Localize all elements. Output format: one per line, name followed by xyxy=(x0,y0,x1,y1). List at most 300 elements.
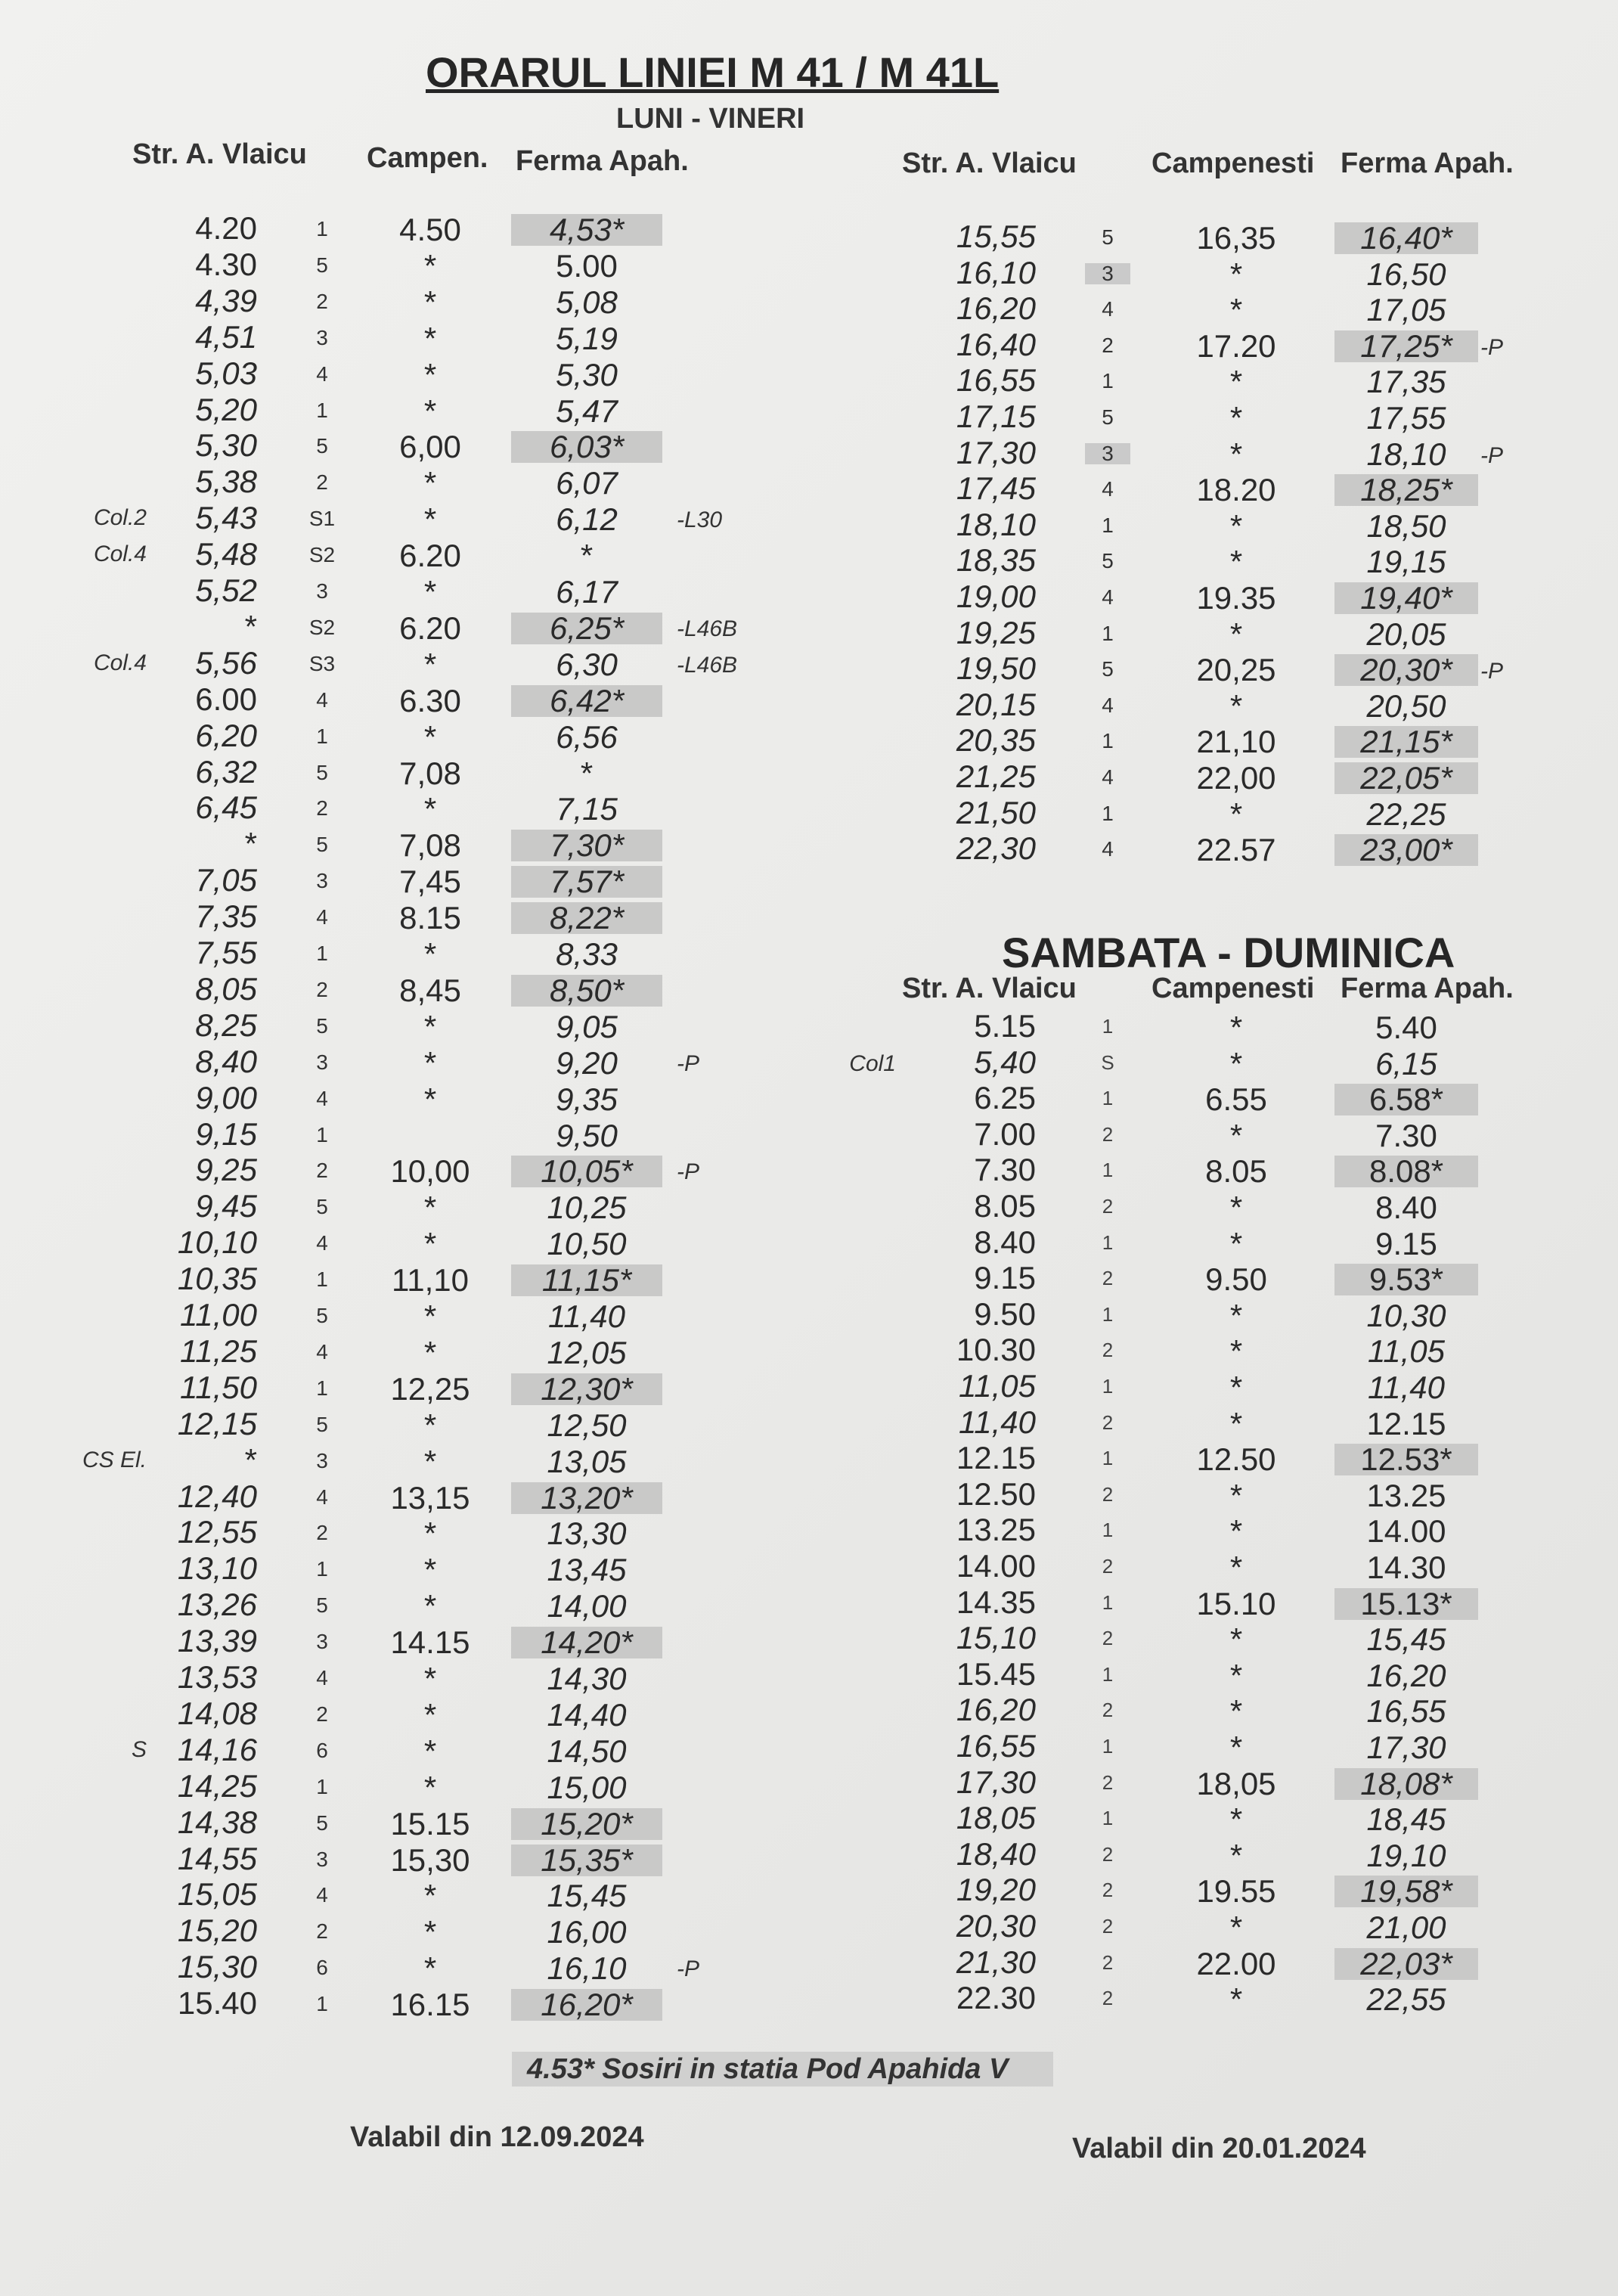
header-end-right: Ferma Apah. xyxy=(1341,147,1514,179)
route-note: -P xyxy=(677,1159,699,1184)
arrival-time: 17,05 xyxy=(1366,292,1446,327)
departure-time: 16,55 xyxy=(956,362,1036,398)
arrival-time: 14.00 xyxy=(1366,1513,1446,1549)
arrival-time: 7,57* xyxy=(511,866,662,898)
departure-time: 20,30 xyxy=(956,1908,1036,1944)
bus-number: 1 xyxy=(1102,1447,1114,1469)
intermediate-time: * xyxy=(1229,1981,1243,2017)
arrival-time: 19,58* xyxy=(1334,1876,1478,1907)
bus-number: 5 xyxy=(316,1593,328,1617)
header-mid-right: Campenesti xyxy=(1152,147,1315,179)
bus-number: 2 xyxy=(1102,1915,1114,1938)
weekend-header-end: Ferma Apah. xyxy=(1341,973,1514,1004)
bus-number: 5 xyxy=(1102,405,1114,429)
bus-number: 5 xyxy=(1102,657,1114,681)
intermediate-time: 16.15 xyxy=(390,1987,470,2022)
bus-number: 4 xyxy=(1102,693,1114,717)
arrival-time: 22,25 xyxy=(1366,796,1446,832)
arrival-time: 8,22* xyxy=(511,902,662,934)
intermediate-time: * xyxy=(1229,1621,1243,1657)
intermediate-time: * xyxy=(423,284,437,320)
arrival-time: 16,20 xyxy=(1366,1658,1446,1693)
departure-time: 5.15 xyxy=(974,1008,1036,1044)
intermediate-time: * xyxy=(423,1009,437,1044)
valid-from-right: Valabil din 20.01.2024 xyxy=(1072,2133,1366,2164)
arrival-time: 16,50 xyxy=(1366,256,1446,292)
intermediate-time: * xyxy=(423,1661,437,1696)
arrival-time: 18,45 xyxy=(1366,1801,1446,1837)
intermediate-time: * xyxy=(1229,436,1243,472)
bus-number: 5 xyxy=(316,1014,328,1038)
arrival-time: 6,30 xyxy=(556,647,618,682)
bus-number: 2 xyxy=(1102,1843,1114,1866)
departure-time: 13,26 xyxy=(177,1587,257,1622)
departure-time: 18,40 xyxy=(956,1836,1036,1872)
intermediate-time: 11,10 xyxy=(392,1262,469,1298)
departure-time: 4,39 xyxy=(195,283,257,318)
intermediate-time: * xyxy=(423,647,437,682)
intermediate-time: 21,10 xyxy=(1196,724,1276,759)
bus-number: 4 xyxy=(316,688,328,712)
bus-number: 1 xyxy=(1102,729,1114,752)
bus-number: 1 xyxy=(316,942,328,965)
bus-number: 1 xyxy=(1102,1303,1114,1326)
intermediate-time: 15.10 xyxy=(1196,1586,1276,1621)
departure-time: 5,38 xyxy=(195,464,257,499)
intermediate-time: * xyxy=(1229,544,1243,579)
intermediate-time: * xyxy=(423,1914,437,1950)
bus-number: 1 xyxy=(1102,1807,1114,1829)
departure-time: 21,25 xyxy=(956,759,1036,794)
intermediate-time: 16,35 xyxy=(1196,220,1276,256)
bus-number: 5 xyxy=(316,434,328,458)
departure-time: 11,05 xyxy=(959,1368,1036,1404)
bus-number: 5 xyxy=(316,1195,328,1218)
departure-time: 7,05 xyxy=(195,862,257,898)
bus-number: 2 xyxy=(1102,1123,1114,1146)
arrival-time: 9,35 xyxy=(556,1081,618,1117)
departure-time: 21,50 xyxy=(956,795,1036,830)
intermediate-time: * xyxy=(1229,1010,1243,1045)
arrival-time: 6,17 xyxy=(556,574,618,610)
arrival-time: 8.08* xyxy=(1334,1156,1478,1187)
arrival-time: 14,40 xyxy=(547,1697,627,1733)
bus-number: 1 xyxy=(316,217,328,240)
route-note: -P xyxy=(677,1956,699,1981)
bus-number: 5 xyxy=(316,761,328,784)
arrival-time: 9.15 xyxy=(1375,1226,1437,1261)
intermediate-time: 22.00 xyxy=(1196,1946,1276,1981)
arrival-time: 12,30* xyxy=(511,1373,662,1405)
arrival-time: 16,40* xyxy=(1334,222,1478,254)
departure-time: 12.15 xyxy=(956,1440,1036,1475)
bus-number: S3 xyxy=(308,652,336,675)
arrival-time: 5,47 xyxy=(556,393,618,429)
bus-number: 1 xyxy=(1102,622,1114,645)
bus-number: 5 xyxy=(316,253,328,277)
arrival-time: 7,30* xyxy=(511,830,662,861)
arrival-time: 6,07 xyxy=(556,465,618,501)
row-prefix-note: Col1 xyxy=(849,1051,896,1076)
bus-number: 5 xyxy=(1102,225,1114,249)
bus-number: 1 xyxy=(316,1992,328,2015)
bus-number: 3 xyxy=(316,579,328,603)
intermediate-time: * xyxy=(1229,508,1243,544)
header-end-left: Ferma Apah. xyxy=(516,145,689,177)
bus-number: 3 xyxy=(316,1848,328,1871)
intermediate-time: * xyxy=(1229,1226,1243,1261)
departure-time: 5,56 xyxy=(195,645,257,681)
intermediate-time: * xyxy=(1229,292,1243,327)
intermediate-time: * xyxy=(1229,256,1243,292)
arrival-time: 20,05 xyxy=(1366,616,1446,652)
intermediate-time: 22,00 xyxy=(1196,760,1276,796)
arrival-time: 14,20* xyxy=(511,1627,662,1658)
departure-time: 14,25 xyxy=(177,1768,257,1804)
intermediate-time: 15.15 xyxy=(390,1806,470,1841)
arrival-time: 11,40 xyxy=(1368,1370,1445,1405)
bus-number: 2 xyxy=(316,290,328,313)
intermediate-time: * xyxy=(423,465,437,501)
arrival-time: 13,20* xyxy=(511,1482,662,1514)
departure-time: 6,32 xyxy=(195,754,257,790)
intermediate-time: * xyxy=(423,1878,437,1913)
intermediate-time: 4.50 xyxy=(399,212,461,247)
departure-time: 9,00 xyxy=(195,1080,257,1115)
bus-number: 4 xyxy=(1102,297,1114,321)
bus-number: 1 xyxy=(1102,1591,1114,1614)
bus-number: 2 xyxy=(1102,1879,1114,1901)
intermediate-time: 6.30 xyxy=(399,683,461,718)
bus-number: 5 xyxy=(316,1811,328,1835)
departure-time: 17,30 xyxy=(956,1764,1036,1800)
bus-number: 1 xyxy=(1102,1087,1114,1109)
intermediate-time: * xyxy=(423,1444,437,1479)
arrival-time: 8,50* xyxy=(511,975,662,1007)
bus-number: 2 xyxy=(1102,1951,1114,1974)
intermediate-time: * xyxy=(423,1552,437,1587)
bus-number: 1 xyxy=(316,1123,328,1146)
header-start-left: Str. A. Vlaicu xyxy=(132,138,307,170)
arrival-time: 12.53* xyxy=(1334,1444,1478,1475)
departure-time: 7,35 xyxy=(195,898,257,934)
intermediate-time: 6.20 xyxy=(399,610,461,646)
row-prefix-note: Col.4 xyxy=(93,541,147,566)
bus-number: 1 xyxy=(1102,1519,1114,1541)
departure-time: 14,16 xyxy=(177,1732,257,1767)
arrival-time: 5,08 xyxy=(556,284,618,320)
weekend-header-start: Str. A. Vlaicu xyxy=(902,973,1077,1004)
arrival-time: 10,05* xyxy=(511,1156,662,1187)
departure-time: 8,25 xyxy=(195,1007,257,1043)
bus-number: 2 xyxy=(1102,1699,1114,1721)
departure-time: 12,55 xyxy=(177,1514,257,1550)
departure-time: 6,45 xyxy=(195,790,257,825)
intermediate-time: 14.15 xyxy=(390,1624,470,1660)
bus-number: 4 xyxy=(1102,585,1114,609)
intermediate-time: * xyxy=(1229,1118,1243,1153)
arrival-time: 12,05 xyxy=(547,1335,627,1370)
intermediate-time: * xyxy=(1229,1838,1243,1873)
departure-time: 16,20 xyxy=(956,290,1036,326)
departure-time: 14,38 xyxy=(177,1804,257,1840)
bus-number: 4 xyxy=(316,1883,328,1907)
bus-number: 3 xyxy=(1085,443,1130,464)
intermediate-time: * xyxy=(1229,688,1243,724)
departure-time: 19,00 xyxy=(956,579,1036,614)
departure-time: 17,30 xyxy=(956,435,1036,470)
route-note: -L46B xyxy=(677,616,738,641)
arrival-time: 22,05* xyxy=(1334,762,1478,794)
arrival-time: 12.15 xyxy=(1366,1406,1446,1441)
bus-number: 3 xyxy=(316,869,328,892)
intermediate-time: 15,30 xyxy=(390,1842,470,1878)
departure-time: 4.20 xyxy=(195,210,257,246)
arrival-time: 6,56 xyxy=(556,719,618,755)
weekend-label: SAMBATA - DUMINICA xyxy=(1002,929,1455,976)
departure-time: 11,40 xyxy=(959,1404,1036,1440)
departure-time: 19,50 xyxy=(956,650,1036,686)
intermediate-time: * xyxy=(423,1298,437,1334)
arrival-time: 19,40* xyxy=(1334,582,1478,614)
departure-time: 18,10 xyxy=(956,507,1036,542)
departure-time: 12.50 xyxy=(956,1476,1036,1512)
bus-number: S1 xyxy=(308,507,336,530)
intermediate-time: 9.50 xyxy=(1205,1261,1267,1297)
bus-number: 4 xyxy=(316,1485,328,1509)
departure-time: 5,20 xyxy=(195,392,257,427)
intermediate-time: * xyxy=(1229,364,1243,399)
arrival-time: 6,12 xyxy=(556,501,618,537)
bus-number: 2 xyxy=(1102,1771,1114,1794)
bus-number: 2 xyxy=(316,1702,328,1726)
departure-time: * xyxy=(244,826,257,861)
departure-time: 11,00 xyxy=(180,1297,257,1333)
intermediate-time: 8.15 xyxy=(399,900,461,935)
departure-time: 8.40 xyxy=(974,1224,1036,1260)
bus-number: S2 xyxy=(308,616,336,639)
arrival-time: 18,25* xyxy=(1334,474,1478,506)
bus-number: 3 xyxy=(316,326,328,349)
departure-time: 15,10 xyxy=(956,1620,1036,1655)
intermediate-time: * xyxy=(1229,616,1243,652)
intermediate-time: * xyxy=(1229,1046,1243,1081)
weekday-label: LUNI - VINERI xyxy=(616,103,805,135)
bus-number: 2 xyxy=(1102,1627,1114,1649)
arrival-time: 20,50 xyxy=(1366,688,1446,724)
departure-time: 16,10 xyxy=(956,255,1036,290)
arrival-time: 19,10 xyxy=(1366,1838,1446,1873)
bus-number: 1 xyxy=(316,724,328,748)
arrival-time: 13.25 xyxy=(1366,1478,1446,1513)
arrival-time: 18,50 xyxy=(1366,508,1446,544)
arrival-time: 8,33 xyxy=(556,936,618,972)
footnote: 4.53* Sosiri in statia Pod Apahida V xyxy=(512,2052,1053,2087)
row-prefix-note: Col.2 xyxy=(93,505,147,530)
bus-number: 4 xyxy=(1102,765,1114,789)
bus-number: 2 xyxy=(316,1919,328,1943)
intermediate-time: 7,08 xyxy=(399,827,461,863)
arrival-time: 14,00 xyxy=(547,1588,627,1624)
departure-time: 16,40 xyxy=(956,327,1036,362)
arrival-time: 5,30 xyxy=(556,357,618,392)
departure-time: 8,40 xyxy=(195,1044,257,1079)
bus-number: 1 xyxy=(316,1557,328,1581)
intermediate-time: * xyxy=(423,1588,437,1624)
arrival-time: 16,20* xyxy=(511,1989,662,2021)
departure-time: * xyxy=(244,1442,257,1478)
bus-number: 1 xyxy=(1102,1159,1114,1181)
bus-number: 2 xyxy=(1102,1483,1114,1506)
arrival-time: 21,15* xyxy=(1334,726,1478,758)
departure-time: 6,20 xyxy=(195,718,257,753)
intermediate-time: * xyxy=(423,248,437,284)
arrival-time: 15,00 xyxy=(547,1770,627,1805)
bus-number: 2 xyxy=(1102,1267,1114,1289)
intermediate-time: * xyxy=(1229,1370,1243,1405)
arrival-time: 15,45 xyxy=(1366,1621,1446,1657)
arrival-time: 22,03* xyxy=(1334,1948,1478,1980)
departure-time: 9.15 xyxy=(974,1260,1036,1295)
bus-number: 2 xyxy=(1102,1339,1114,1361)
bus-number: 2 xyxy=(1102,1555,1114,1578)
bus-number: 4 xyxy=(316,1666,328,1689)
bus-number: 4 xyxy=(316,362,328,386)
arrival-time: 17,35 xyxy=(1366,364,1446,399)
arrival-time: 9,20 xyxy=(556,1045,618,1081)
bus-number: S2 xyxy=(308,543,336,566)
arrival-time: 18,08* xyxy=(1334,1768,1478,1800)
bus-number: 1 xyxy=(316,1376,328,1400)
intermediate-time: * xyxy=(1229,1513,1243,1549)
departure-time: 5,30 xyxy=(195,427,257,463)
bus-number: S xyxy=(1101,1051,1114,1074)
intermediate-time: * xyxy=(423,1045,437,1081)
intermediate-time: * xyxy=(423,501,437,537)
arrival-time: 19,15 xyxy=(1366,544,1446,579)
intermediate-time: 6.55 xyxy=(1205,1081,1267,1117)
departure-time: 13.25 xyxy=(956,1512,1036,1547)
bus-number: 4 xyxy=(316,1231,328,1255)
departure-time: 14,55 xyxy=(177,1841,257,1876)
departure-time: 15,05 xyxy=(177,1876,257,1912)
arrival-time: 10,50 xyxy=(547,1226,627,1261)
intermediate-time: 19.35 xyxy=(1196,580,1276,616)
arrival-time: * xyxy=(580,538,594,573)
arrival-time: 7,15 xyxy=(556,791,618,827)
arrival-time: 6,42* xyxy=(511,685,662,717)
arrival-time: 17,30 xyxy=(1366,1730,1446,1765)
intermediate-time: 13,15 xyxy=(390,1480,470,1516)
arrival-time: 16,00 xyxy=(547,1914,627,1950)
intermediate-time: * xyxy=(423,1697,437,1733)
route-note: -P xyxy=(677,1051,699,1076)
intermediate-time: * xyxy=(1229,1406,1243,1441)
intermediate-time: 19.55 xyxy=(1196,1873,1276,1909)
intermediate-time: * xyxy=(1229,1333,1243,1369)
intermediate-time: * xyxy=(423,1733,437,1769)
intermediate-time: 20,25 xyxy=(1196,652,1276,687)
intermediate-time: * xyxy=(423,357,437,392)
departure-time: 6.25 xyxy=(974,1080,1036,1115)
intermediate-time: * xyxy=(423,791,437,827)
arrival-time: 11,05 xyxy=(1368,1333,1445,1369)
intermediate-time: * xyxy=(423,1335,437,1370)
departure-time: 14.35 xyxy=(956,1584,1036,1620)
arrival-time: 9.53* xyxy=(1334,1264,1478,1295)
bus-number: 3 xyxy=(1085,263,1130,284)
bus-number: 2 xyxy=(1102,1987,1114,2009)
intermediate-time: 8.05 xyxy=(1205,1153,1267,1189)
arrival-time: 22,55 xyxy=(1366,1981,1446,2017)
departure-time: 5,03 xyxy=(195,355,257,391)
bus-number: 1 xyxy=(316,399,328,422)
departure-time: 17,15 xyxy=(956,399,1036,434)
arrival-time: 15,45 xyxy=(547,1878,627,1913)
arrival-time: 15,35* xyxy=(511,1845,662,1876)
bus-number: 2 xyxy=(1102,1195,1114,1218)
departure-time: 5,43 xyxy=(195,500,257,535)
departure-time: 4,51 xyxy=(195,319,257,355)
departure-time: 13,53 xyxy=(177,1659,257,1695)
departure-time: 19,25 xyxy=(956,615,1036,650)
departure-time: 16,20 xyxy=(956,1692,1036,1727)
departure-time: 7.00 xyxy=(974,1116,1036,1152)
bus-number: 2 xyxy=(1102,1411,1114,1434)
bus-number: 1 xyxy=(1102,1015,1114,1038)
departure-time: 21,30 xyxy=(956,1944,1036,1980)
intermediate-time: 6,00 xyxy=(399,429,461,464)
departure-time: 15,20 xyxy=(177,1913,257,1948)
arrival-time: 11,40 xyxy=(548,1298,625,1334)
arrival-time: 13,30 xyxy=(547,1516,627,1551)
bus-number: 1 xyxy=(1102,1375,1114,1398)
arrival-time: 9,50 xyxy=(556,1118,618,1153)
intermediate-time: 7,45 xyxy=(399,864,461,899)
departure-time: 13,39 xyxy=(177,1623,257,1658)
bus-number: 2 xyxy=(316,1159,328,1182)
bus-number: 1 xyxy=(1102,1231,1114,1254)
bus-number: 4 xyxy=(1102,477,1114,501)
arrival-time: 6,03* xyxy=(511,431,662,463)
arrival-time: 23,00* xyxy=(1334,834,1478,866)
intermediate-time: * xyxy=(1229,1801,1243,1837)
route-note: -P xyxy=(1480,443,1503,468)
valid-from-left: Valabil din 12.09.2024 xyxy=(350,2121,644,2153)
intermediate-time: 12,25 xyxy=(390,1371,470,1407)
departure-time: 15,30 xyxy=(177,1949,257,1984)
departure-time: 11,25 xyxy=(180,1333,257,1369)
departure-time: 10.30 xyxy=(956,1332,1036,1367)
arrival-time: 15.13* xyxy=(1334,1588,1478,1620)
arrival-time: 10,30 xyxy=(1366,1298,1446,1333)
departure-time: 8,05 xyxy=(195,971,257,1007)
intermediate-time: * xyxy=(1229,1693,1243,1729)
arrival-time: 14,30 xyxy=(547,1661,627,1696)
intermediate-time: * xyxy=(423,1770,437,1805)
bus-number: 1 xyxy=(316,1775,328,1798)
bus-number: 1 xyxy=(1102,369,1114,392)
intermediate-time: * xyxy=(1229,400,1243,436)
arrival-time: 6.58* xyxy=(1334,1084,1478,1115)
departure-time: 15,55 xyxy=(956,219,1036,254)
arrival-time: 10,25 xyxy=(547,1190,627,1225)
intermediate-time: * xyxy=(423,393,437,429)
route-note: -P xyxy=(1480,659,1503,684)
bus-number: 2 xyxy=(316,978,328,1001)
departure-time: 17,45 xyxy=(956,470,1036,506)
arrival-time: 5.40 xyxy=(1375,1010,1437,1045)
